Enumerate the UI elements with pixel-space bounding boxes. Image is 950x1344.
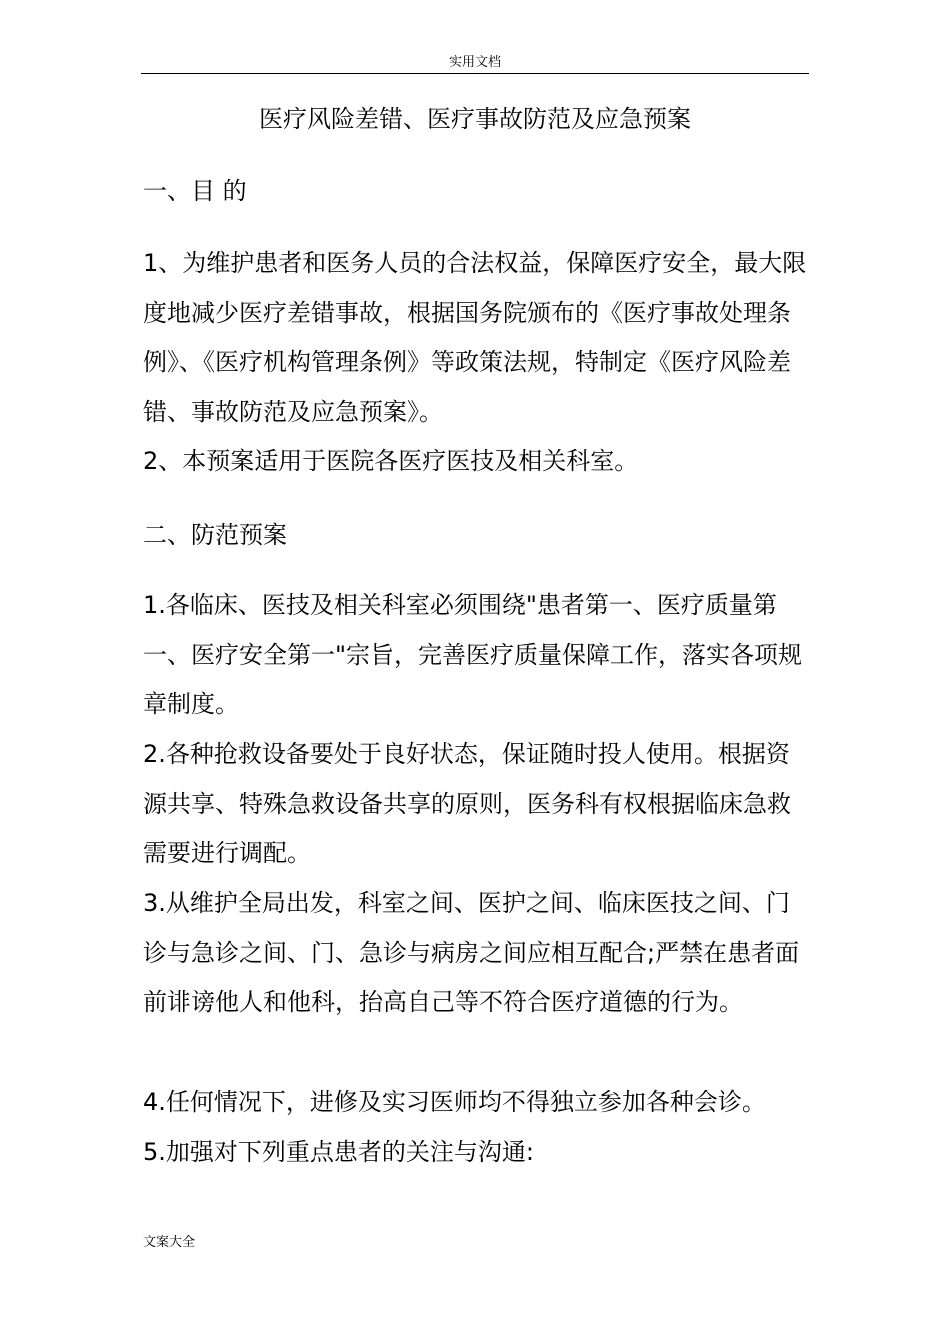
paragraph-prevention-2: 2.各种抢救设备要处于良好状态，保证随时投人使用。根据资源共享、特殊急救设备共享的原则，医务科有权根据临床急救需要进行调配。 [143,740,791,867]
section-heading-purpose: 一、目 的 [143,177,247,205]
paragraph-prevention-4: 4.任何情况下，进修及实习医师均不得独立参加各种会诊。 [143,1088,766,1116]
paragraph-prevention-5: 5.加强对下列重点患者的关注与沟通: [143,1138,534,1166]
document-title: 医疗风险差错、医疗事故防范及应急预案 [259,105,691,133]
section-heading-prevention: 二、防范预案 [143,521,287,549]
header-text: 实用文档 [448,55,501,70]
paragraph-prevention-1: 1.各临床、医技及相关科室必须围绕"患者第一、医疗质量第一、医疗安全第一"宗旨，完善医疗质量保障工作，落实各项规章制度。 [143,591,803,718]
page-header [141,55,809,74]
paragraph-prevention-3: 3.从维护全局出发，科室之间、医护之间、临床医技之间、门诊与急诊之间、门、急诊与病房之间应相互配合;严禁在患者面前诽谤他人和他科，抬高自己等不符合医疗道德的行为。 [143,889,800,1016]
footer-text: 文案大全 [143,1235,196,1250]
page-footer [143,1235,195,1251]
paragraph-purpose-1: 1、为维护患者和医务人员的合法权益，保障医疗安全，最大限度地减少医疗差错事故，根据国务院颁布的《医疗事故处理条例》、《医疗机构管理条例》等政策法规，特制定《医疗风险差错、事故防范及应急预案》。 [143,249,807,426]
paragraph-purpose-2: 2、本预案适用于医院各医疗医技及相关科室。 [143,447,639,475]
